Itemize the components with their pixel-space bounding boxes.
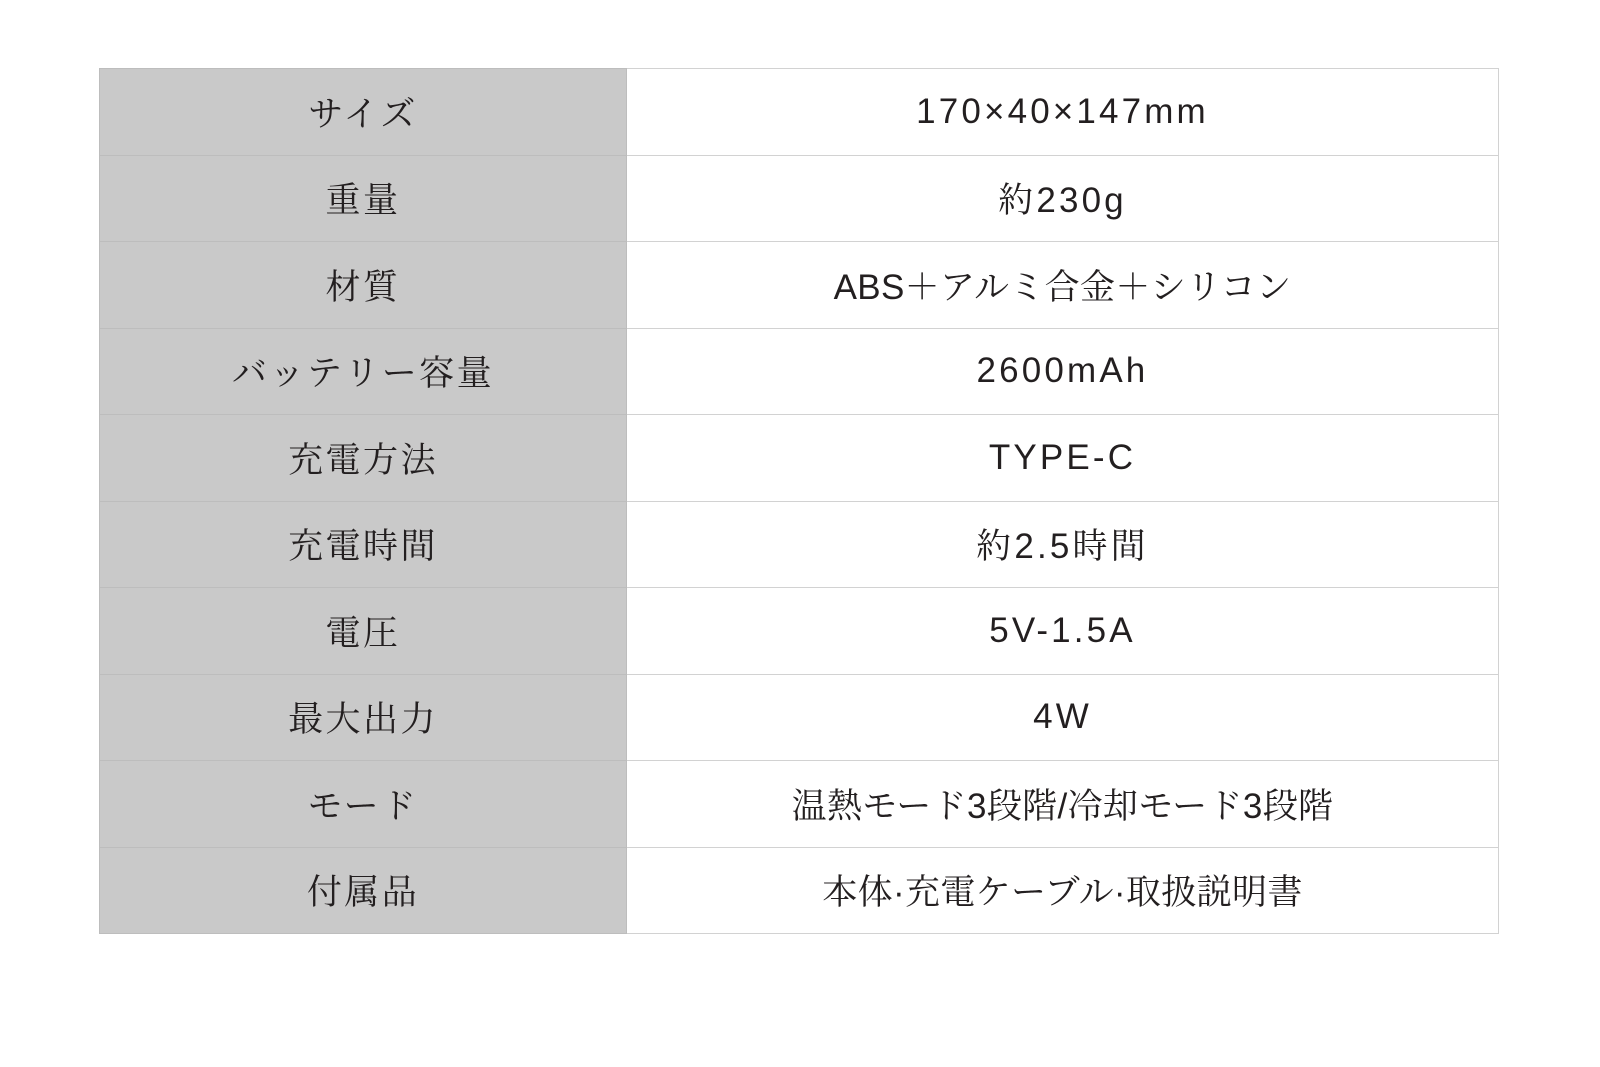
spec-value-charging-time: 約2.5時間 bbox=[627, 501, 1499, 588]
table-row bbox=[100, 501, 1499, 588]
spec-label-charging-time: 充電時間 bbox=[100, 501, 627, 588]
spec-label-max-output: 最大出力 bbox=[100, 674, 627, 761]
table-row bbox=[100, 415, 1499, 502]
table-row bbox=[100, 674, 1499, 761]
spec-value-charging-method: TYPE-C bbox=[627, 415, 1499, 502]
spec-label-accessories: 付属品 bbox=[100, 847, 627, 934]
table-row bbox=[100, 155, 1499, 242]
specifications-table bbox=[99, 68, 1499, 934]
table-row bbox=[100, 761, 1499, 848]
specifications-table-body bbox=[100, 69, 1499, 934]
spec-value-max-output: 4W bbox=[627, 674, 1499, 761]
spec-value-material: ABS＋アルミ合金＋シリコン bbox=[627, 242, 1499, 329]
table-row bbox=[100, 69, 1499, 156]
spec-label-size: サイズ bbox=[100, 69, 627, 156]
spec-value-accessories: 本体·充電ケーブル·取扱説明書 bbox=[627, 847, 1499, 934]
spec-label-material: 材質 bbox=[100, 242, 627, 329]
spec-label-battery-capacity: バッテリー容量 bbox=[100, 328, 627, 415]
spec-value-battery-capacity: 2600mAh bbox=[627, 328, 1499, 415]
table-row bbox=[100, 588, 1499, 675]
spec-value-mode: 温熱モード3段階/冷却モード3段階 bbox=[627, 761, 1499, 848]
spec-value-size: 170×40×147mm bbox=[627, 69, 1499, 156]
spec-label-weight: 重量 bbox=[100, 155, 627, 242]
spec-value-weight: 約230g bbox=[627, 155, 1499, 242]
table-row bbox=[100, 328, 1499, 415]
table-row bbox=[100, 847, 1499, 934]
spec-value-voltage: 5V-1.5A bbox=[627, 588, 1499, 675]
spec-label-charging-method: 充電方法 bbox=[100, 415, 627, 502]
table-row bbox=[100, 242, 1499, 329]
spec-label-voltage: 電圧 bbox=[100, 588, 627, 675]
spec-label-mode: モード bbox=[100, 761, 627, 848]
